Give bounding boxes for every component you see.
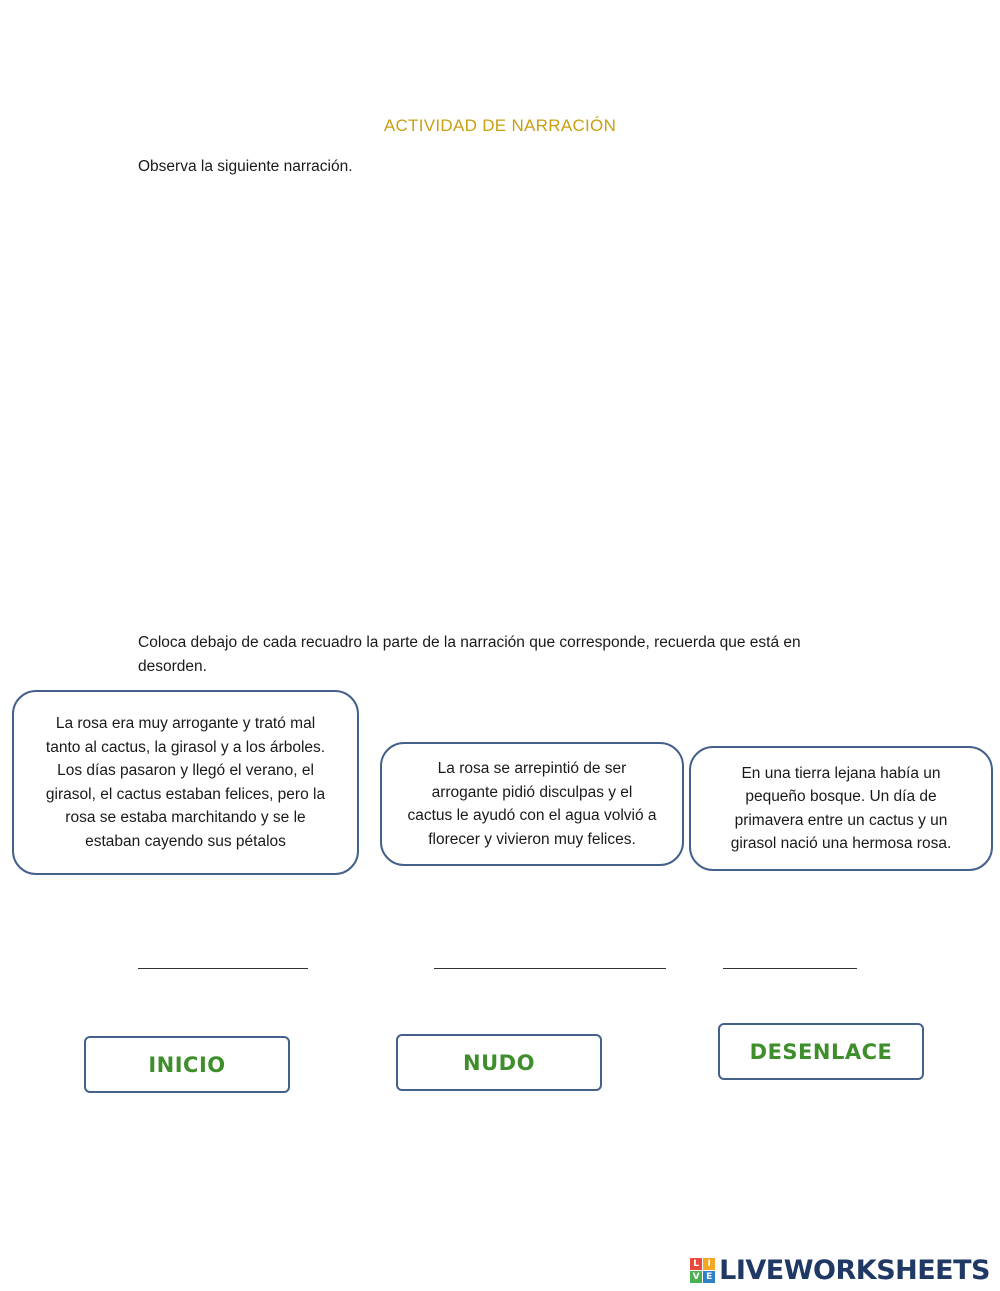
logo-text: LIVEWORKSHEETS bbox=[719, 1254, 990, 1286]
answer-line-2[interactable] bbox=[434, 968, 666, 969]
instruction-place bbox=[138, 631, 898, 679]
story-line: arrogante pidió disculpas y el bbox=[431, 783, 633, 801]
page-title: ACTIVIDAD DE NARRACIÓN bbox=[383, 116, 617, 135]
story-line: La rosa se arrepintió de ser bbox=[437, 760, 627, 777]
story-line: florecer y vivieron muy felices. bbox=[428, 830, 636, 848]
label-desenlace[interactable]: DESENLACE bbox=[718, 1023, 924, 1080]
story-line: tanto al cactus, la girasol y a los árboles. bbox=[45, 738, 326, 756]
logo-badge-i: I bbox=[703, 1258, 715, 1270]
answer-line-3[interactable] bbox=[723, 968, 857, 969]
story-box-text bbox=[46, 712, 325, 853]
story-line: La rosa era muy arrogante y trató mal bbox=[55, 715, 316, 732]
logo-badge-v: V bbox=[690, 1271, 702, 1283]
logo-badge-e: E bbox=[703, 1271, 715, 1283]
liveworksheets-logo bbox=[690, 1254, 990, 1286]
story-box-1 bbox=[12, 690, 359, 875]
story-line: Los días pasaron y llegó el verano, el bbox=[57, 762, 314, 779]
story-line: estaban cayendo sus pétalos bbox=[85, 832, 286, 850]
logo-badge-l: L bbox=[690, 1258, 702, 1270]
logo-badge bbox=[690, 1258, 715, 1283]
story-box-3 bbox=[689, 746, 993, 871]
story-line: girasol, el cactus estaban felices, pero la bbox=[45, 785, 326, 803]
answer-line-1[interactable] bbox=[138, 968, 308, 969]
story-box-text bbox=[407, 757, 656, 851]
label-nudo[interactable]: NUDO bbox=[396, 1034, 602, 1091]
story-line: primavera entre un cactus y un bbox=[734, 811, 948, 829]
story-line: rosa se estaba marchitando y se le bbox=[65, 809, 306, 826]
story-box-2 bbox=[380, 742, 684, 866]
instruction-place-line2: desorden. bbox=[138, 658, 207, 675]
story-line: girasol nació una hermosa rosa. bbox=[730, 835, 952, 852]
label-inicio[interactable]: INICIO bbox=[84, 1036, 290, 1093]
story-line: pequeño bosque. Un día de bbox=[745, 788, 937, 805]
story-line: cactus le ayudó con el agua volvió a bbox=[407, 807, 657, 824]
story-box-text bbox=[731, 762, 952, 856]
story-line: En una tierra lejana había un bbox=[741, 764, 941, 782]
instruction-observe: Observa la siguiente narración. bbox=[138, 158, 353, 175]
instruction-place-line1: Coloca debajo de cada recuadro la parte de la narración que corresponde, recuerda que está en bbox=[138, 634, 801, 651]
